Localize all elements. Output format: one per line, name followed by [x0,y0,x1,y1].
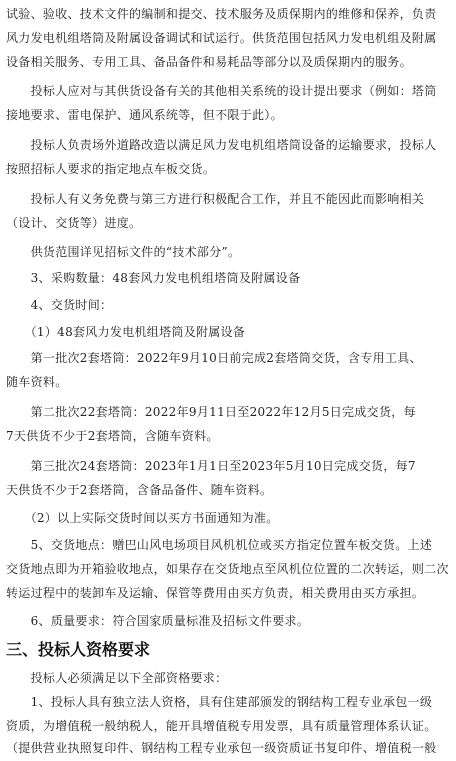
text-line: 1、投标人具有独立法人资格，具有住建部颁发的钢结构工程专业承包一级 [6,695,433,709]
text-line: 投标人应对与其供货设备有关的其他相关系统的设计提出要求（例如：塔筒 [6,84,437,98]
text-line: 3、采购数量：48套风力发电机组塔筒及附属设备 [6,271,301,285]
text-line: 6、质量要求：符合国家质量标准及招标文件要求。 [6,614,310,628]
text-line: （设计、交货等）进度。 [6,216,142,230]
text-line: 试验、验收、技术文件的编制和提交、技术服务及质保期内的维修和保养，负责 [6,7,437,21]
section-heading: 三、投标人资格要求 [6,640,151,659]
text-line: 投标人有义务免费与第三方进行积极配合工作，并且不能因此而影响相关 [6,192,425,206]
text-line: 接地要求、雷电保护、通风系统等，但不限于此）。 [6,108,283,122]
text-line: 7天供货不少于2套塔筒，含随车资料。 [6,429,219,443]
text-line: 供货范围详见招标文件的“技术部分”。 [6,245,241,259]
text-line: 5、交货地点：赠巴山风电场项目风机机位或买方指定位置车板交货。上述 [6,538,433,552]
text-line: 投标人负责场外道路改造以满足风力发电机组塔筒设备的运输要求，投标人 [6,138,437,152]
text-line: （1）48套风力发电机组塔筒及附属设备 [6,325,246,339]
text-line: 第二批次22套塔筒：2022年9月11日至2022年12月5日完成交货，每 [6,405,416,419]
text-line: （提供营业执照复印件、钢结构工程专业承包一级资质证书复印件、增值税一般 [6,741,437,755]
text-line: 交货地点即为开箱验收地点，如果存在交货地点至风机位位置的二次转运，则二次 [6,562,449,576]
text-line: 风力发电机组塔筒及附属设备调试和试运行。供货范围包括风力发电机组及附属 [6,31,437,45]
text-line: （2）以上实际交货时间以买方书面通知为准。 [6,511,279,525]
text-line: 按照招标人要求的指定地点车板交货。 [6,162,216,176]
text-line: 资质，为增值税一般纳税人，能开具增值税专用发票，具有质量管理体系认证。 [6,719,437,733]
text-line: 设备相关服务、专用工具、备品备件和易耗品等部分以及质保期内的服务。 [6,55,412,69]
text-line: 天供货不少于2套塔筒，含备品备件、随车资料。 [6,483,273,497]
text-line: 第三批次24套塔筒：2023年1月1日至2023年5月10日完成交货，每7 [6,459,416,473]
text-line: 转运过程中的装卸车及运输、保管等费用由买方负责，相关费用由买方承担。 [6,586,425,600]
text-line: 投标人必须满足以下全部资格要求： [6,671,228,685]
text-line: 4、交货时间： [6,298,113,312]
text-line: 随车资料。 [6,375,68,389]
text-line: 第一批次2套塔筒：2022年9月10日前完成2套塔筒交货，含专用工具、 [6,351,422,365]
